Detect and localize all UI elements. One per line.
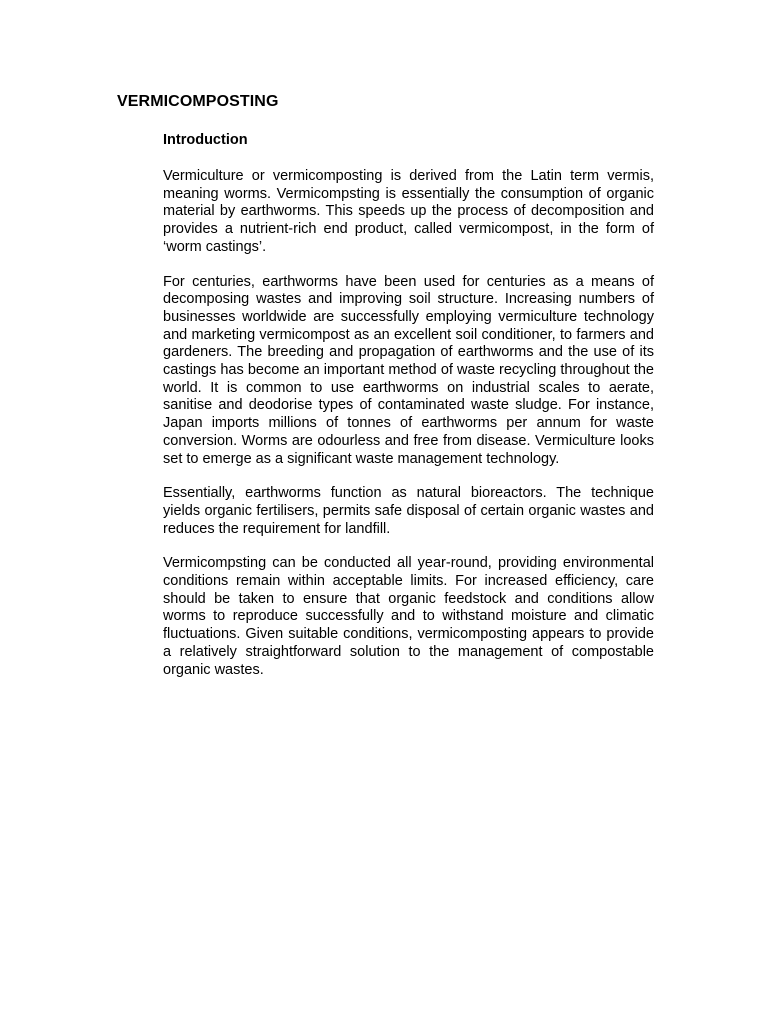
introduction-section bbox=[163, 131, 654, 696]
document-title: VERMICOMPOSTING bbox=[117, 93, 279, 110]
section-heading: Introduction bbox=[163, 132, 248, 148]
paragraph-history: For centuries, earthworms have been used for centuries as a means of decomposing wastes and improving soil structure. Increasing numbers of businesses worldwide are successfully employing vermiculture technology and marketing vermicompost as an excellent soil conditioner, to farmers and gardeners. The breeding and propagation of earthworms and the use of its castings has become an important method of waste recycling throughout the world. It is common to use earthworms on industrial scales to aerate, sanitise and deodorise types of contaminated waste sludge. For instance, Japan imports millions of tonnes of earthworms per annum for waste conversion. Worms are odourless and free from disease. Vermiculture looks set to emerge as a significant waste management technology. bbox=[163, 273, 654, 467]
paragraph-bioreactors: Essentially, earthworms function as natural bioreactors. The technique yields organic fertilisers, permits safe disposal of certain organic wastes and reduces the requirement for landfill. bbox=[163, 485, 654, 537]
paragraph-conditions: Vermicompsting can be conducted all year-round, providing environmental conditions remain within acceptable limits. For increased efficiency, care should be taken to ensure that organic feedstock and conditions allow worms to reproduce successfully and to withstand moisture and climatic fluctuations. Given suitable conditions, vermicomposting appears to provide a relatively straightforward solution to the management of compostable organic wastes. bbox=[163, 555, 654, 678]
paragraph-definition: Vermiculture or vermicomposting is derived from the Latin term vermis, meaning worms. Vermicompsting is essentially the consumption of organic material by earthworms. This speeds up the process of decomposition and provides a nutrient-rich end product, called vermicompost, in the form of ‘worm castings’. bbox=[163, 168, 654, 255]
